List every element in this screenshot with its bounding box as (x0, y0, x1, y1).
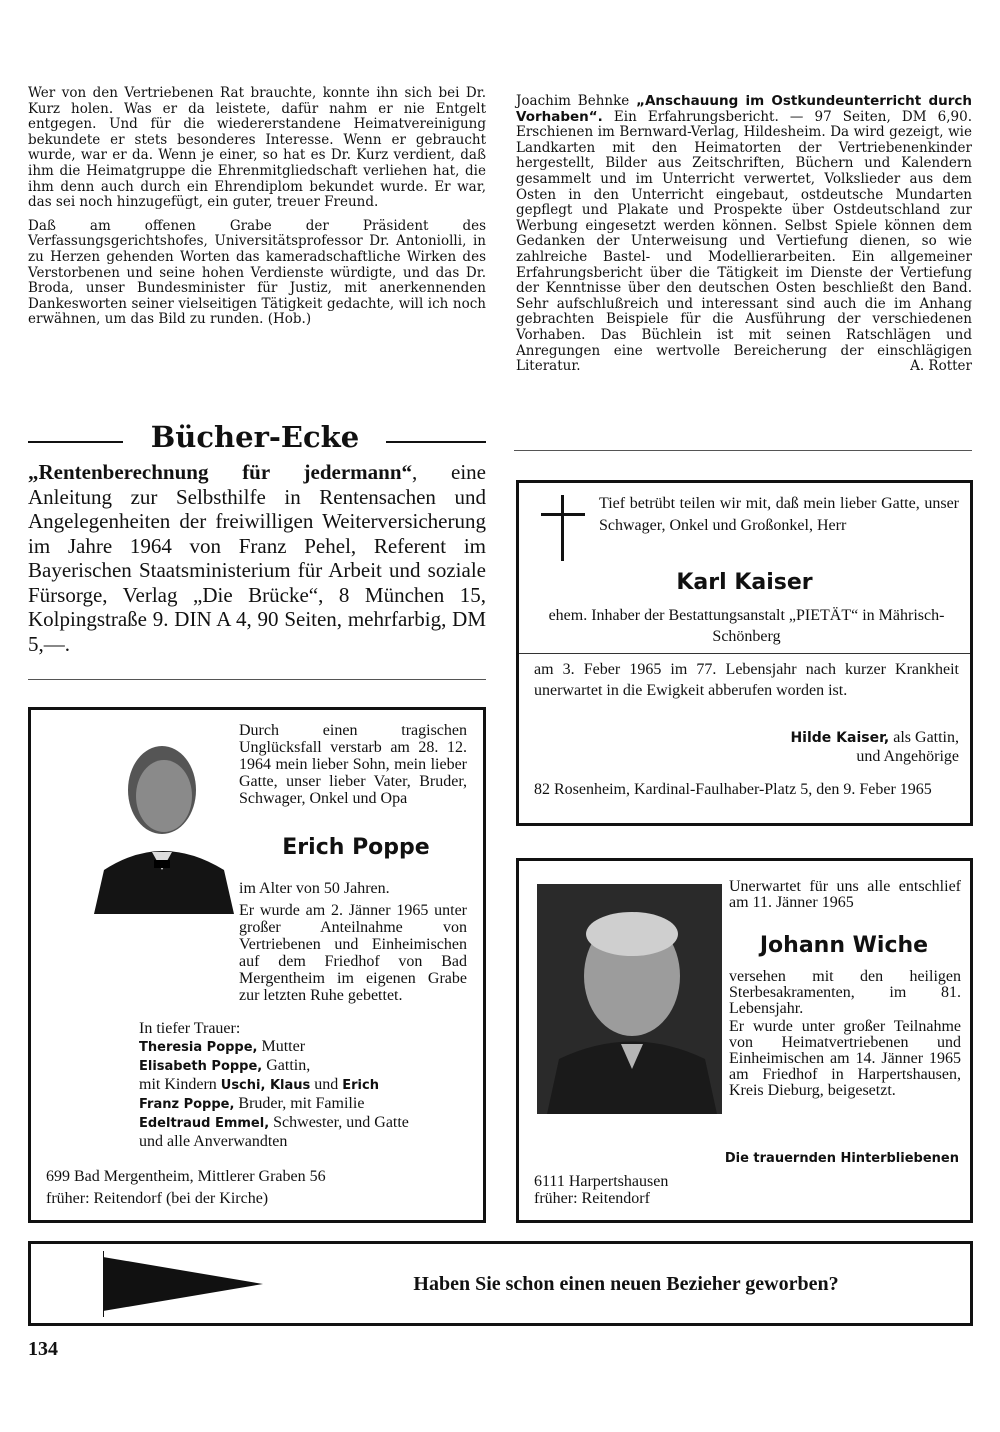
page-number: 134 (28, 1338, 58, 1360)
kaiser-role: ehem. Inhaber der Bestattungsanstalt „PIETÄT“ in Mährisch-Schönberg (548, 607, 945, 645)
mourner-relation: Schwester, und Gatte (269, 1114, 409, 1131)
left-paragraph-1: Wer von den Vertriebenen Rat brauchte, konnte ihn sich bei Dr. Kurz holen. Was er da leistete, dafür nahm er nie Entgelt entgegen. Und für die wiedererstandene Heimatvereinigung bekundete er stets besonderes Interesse. Wenn er gebraucht wurde, war er da. Wenn je einer, so hat es Dr. Kurz verdient, daß ihm die Heimatgruppe die Ehrenmitgliedschaft verliehen hat, die ihm denn auch durch ein Ehrendiplom bekundet wurde. Er war, das sei noch hinzugefügt, ein guter, treuer Freund. (28, 85, 486, 211)
review-signature: A. Rotter (910, 358, 972, 375)
book-description: , eine Anleitung zur Selbsthilfe in Rentensachen und Angelegenheiten der freiwilligen Weiterversicherung im Jahre 1964 von Franz Pehel, Referent im Bayerischen Staatsministerium für Arbeit und soziale Fürsorge, Verlag „Die Brücke“, 8 München 15, Kolpingstraße 9. DIN A 4, 90 Seiten, mehrfarbig, DM 5,—. (28, 460, 486, 656)
mourner-name: Theresia Poppe, (139, 1040, 258, 1055)
kaiser-name: Karl Kaiser (676, 570, 813, 595)
kaiser-mourner (534, 727, 959, 749)
separator-right-top (514, 450, 972, 451)
review-text: Ein Erfahrungsbericht. — 97 Seiten, DM 6,90. Erschienen im Bernward-Verlag, Hildesheim. Da wird gezeigt, wie Landkarten mit den Heimatorten der Vertriebenenkinder hergestellt, Bilder aus Zeitschriften, Büchern und Kalendern gesammelt und im Unterricht verwertet, Volkslieder aus dem Osten in den Unterricht eingebaut, ostdeutsche Mundarten gepflegt und Plakate und Prospekte über Ostdeutschland zur Werbung eingesetzt werden können. Selbst Spiele können dem Gedanken der Unterweisung und Vertiefung dienen, so wie zahlreiche Bastel- und Modellierarbeiten. Ein allgemeiner Erfahrungsbericht über die Tätigkeit im Dienste der Vertiefung der Kenntnisse über den deutschen Osten beschließt den Band. Sehr aufschlußreich und interessant sind auch die im Anhang gebrachten Beispiele für die Ausführung der verschiedenen Vorhaben. Das Büchlein ist mit seinen Ratschlägen und Anregungen eine wertvolle Bereicherung der einschlägigen Literatur. (516, 108, 972, 375)
mourner-name: Edeltraud Emmel, (139, 1116, 270, 1131)
kaiser-address: 82 Rosenheim, Kardinal-Faulhaber-Platz 5, den 9. Feber 1965 (534, 781, 932, 798)
poppe-address (46, 1166, 466, 1210)
mourner-relation: Mutter (257, 1038, 306, 1055)
cross-icon (541, 495, 585, 561)
heading-rule-left (28, 441, 123, 443)
mourner-line-5 (139, 1114, 475, 1133)
obituary-erich-poppe (28, 707, 486, 1223)
poppe-address-current: 699 Bad Mergentheim, Mittlerer Graben 56 (46, 1168, 326, 1185)
banner-text: Haben Sie schon einen neuen Bezieher geworben? (413, 1273, 839, 1295)
kaiser-relatives: und Angehörige (856, 748, 959, 765)
mourner-relation: Bruder, mit Familie (234, 1095, 365, 1112)
poppe-age: im Alter von 50 Jahren. (239, 880, 390, 897)
kaiser-mourner-name: Hilde Kaiser, (790, 730, 890, 746)
wiche-burial: Er wurde unter großer Teilnahme von Heimatvertriebenen und Einheimischen am 14. Jänner 1965 am Friedhof in Harpertshausen, Kreis Dieburg, beigesetzt. (729, 1018, 961, 1099)
separator-left (28, 679, 486, 680)
mourner-line-2 (139, 1057, 475, 1076)
obituary-johann-wiche (516, 858, 973, 1223)
wiche-name: Johann Wiche (759, 933, 929, 958)
arrow-icon (103, 1251, 263, 1317)
review-author: Joachim Behnke (516, 93, 637, 109)
kaiser-intro: Tief betrübt teilen wir mit, daß mein lieber Gatte, unser Schwager, Onkel und Großonkel, Herr (599, 495, 959, 534)
wiche-address-current: 6111 Harpertshausen (534, 1173, 669, 1190)
obituary-karl-kaiser (516, 480, 973, 826)
mourner-relation: Gattin, (262, 1057, 311, 1074)
poppe-burial: Er wurde am 2. Jänner 1965 unter großer Anteilnahme von Vertriebenen und Einheimischen auf dem Friedhof von Bad Mergentheim im eigenen Grabe zur letzten Ruhe gebettet. (239, 902, 467, 1004)
wiche-address (534, 1173, 834, 1207)
heading-rule-right (386, 441, 486, 443)
kaiser-death-notice: am 3. Feber 1965 im 77. Lebensjahr nach kurzer Krankheit unerwartet in die Ewigkeit abberufen worden ist. (534, 661, 959, 699)
left-article (28, 86, 486, 328)
portrait-photo-wiche (537, 884, 722, 1114)
left-paragraph-2: Daß am offenen Grabe der Präsident des Verfassungsgerichtshofes, Universitätsprofessor Dr. Antoniolli, in zu Herzen gehenden Worten das kameradschaftliche Wirken des Verstorbenen und seine hohen Verdienste würdigte, und das Dr. Broda, unser Bundesminister für Justiz, mit anerkennenden Dankesworten seiner vielseitigen Tätigkeit gedachte, will ich noch erwähnen, um das Bild zu runden. (Hob.) (28, 217, 486, 328)
poppe-address-former: früher: Reitendorf (bei der Kirche) (46, 1190, 269, 1207)
poppe-name: Erich Poppe (282, 835, 430, 860)
kaiser-mourner-relation: als Gattin, (889, 729, 959, 746)
poppe-mourners (139, 1020, 475, 1151)
mourner-name: Franz Poppe, (139, 1097, 235, 1112)
kaiser-divider (519, 653, 970, 654)
mourning-label: In tiefer Trauer: (139, 1020, 241, 1037)
mourner-name: Erich (342, 1078, 379, 1093)
poppe-intro: Durch einen tragischen Unglücksfall verstarb am 28. 12. 1964 mein lieber Sohn, mein lieber Gatte, unser lieber Vater, Bruder, Schwager, Onkel und Opa (239, 722, 467, 807)
book-title: „Rentenberechnung für jedermann“ (28, 460, 413, 484)
mourner-line-6: und alle Anverwandten (139, 1133, 288, 1150)
mourner-line-1 (139, 1038, 475, 1057)
mourner-prefix: mit Kindern (139, 1076, 221, 1093)
book-review-ostkunde (516, 94, 972, 375)
portrait-photo-poppe (74, 720, 234, 914)
mourner-conjunction: und (310, 1076, 343, 1093)
buecher-ecke-heading: Bücher-Ecke (150, 420, 360, 454)
mourner-line-3 (139, 1076, 475, 1095)
wiche-sacraments: versehen mit den heiligen Sterbesakramenten, im 81. Lebensjahr. (729, 968, 961, 1017)
mourner-name: Elisabeth Poppe, (139, 1059, 263, 1074)
mourner-name: Uschi, Klaus (220, 1078, 311, 1093)
wiche-mourners: Die trauernden Hinterbliebenen (724, 1151, 959, 1166)
mourner-line-4 (139, 1095, 475, 1114)
wiche-intro: Unerwartet für uns alle entschlief am 11. Jänner 1965 (729, 878, 961, 911)
wiche-address-former: früher: Reitendorf (534, 1190, 650, 1207)
review-book-title: „Anschauung im Ostkundeunterricht durch Vorhaben“. (516, 93, 973, 125)
subscriber-banner (28, 1241, 973, 1326)
book-review-rentenberechnung (28, 460, 486, 656)
